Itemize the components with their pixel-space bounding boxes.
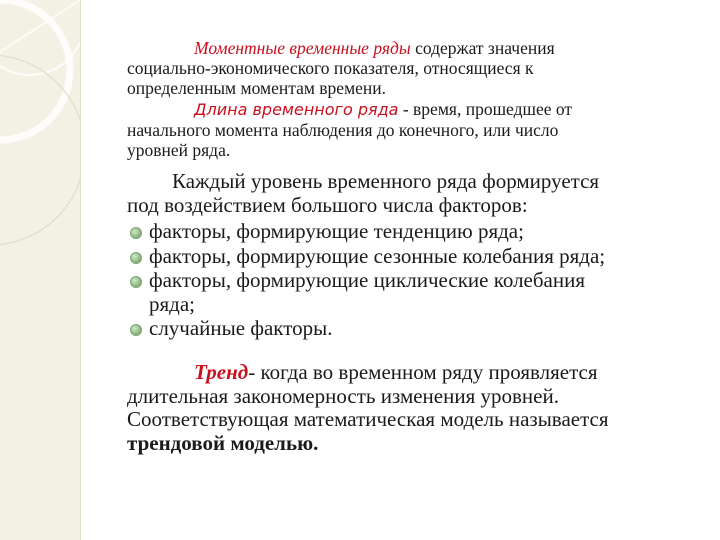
text-line: под воздействием большого числа факторов: <box>127 192 528 217</box>
text-line: Каждый уровень временного ряда формируется <box>172 169 600 193</box>
text-line: начального момента наблюдения до конечного, или число <box>127 120 559 140</box>
text-line: социально-экономического показателя, относящиеся к <box>127 58 534 78</box>
term-trend: Тренд <box>194 360 249 384</box>
list-item <box>127 220 605 244</box>
text-line: длительная закономерность изменения уровней. <box>127 383 559 408</box>
text-line: - время, прошедшее от <box>398 99 573 119</box>
text-line: - когда во временном ряду проявляется <box>248 360 598 384</box>
list-item-text: случайные факторы. <box>149 316 333 340</box>
paragraph-factors-intro <box>127 170 599 217</box>
paragraph-series-length <box>127 99 572 160</box>
trend-model-term: трендовой моделью. <box>127 430 319 455</box>
list-item <box>127 317 605 341</box>
text-line: Соответствующая математическая модель называется <box>127 407 609 431</box>
factors-list <box>127 220 605 341</box>
paragraph-moment-series <box>127 38 555 98</box>
term-moment-series: Моментные временные ряды <box>194 38 411 58</box>
bullet-icon <box>130 324 142 336</box>
paragraph-trend <box>127 361 609 455</box>
list-item-text: факторы, формирующие сезонные колебания ряда; <box>149 243 606 268</box>
text-line: определенным моментам времени. <box>127 78 387 98</box>
list-item <box>127 245 605 269</box>
text-line: уровней ряда. <box>127 140 231 160</box>
list-item-text: факторы, формирующие тенденцию ряда; <box>149 219 524 243</box>
bullet-icon <box>130 227 142 239</box>
list-item-text: ряда; <box>149 291 195 316</box>
list-item <box>127 269 605 316</box>
bullet-icon <box>130 276 142 288</box>
term-series-length: Длина временного ряда <box>194 100 399 119</box>
bullet-icon <box>130 252 142 264</box>
list-item-text: факторы, формирующие циклические колебания <box>149 268 586 292</box>
text-line: содержат значения <box>410 38 555 58</box>
